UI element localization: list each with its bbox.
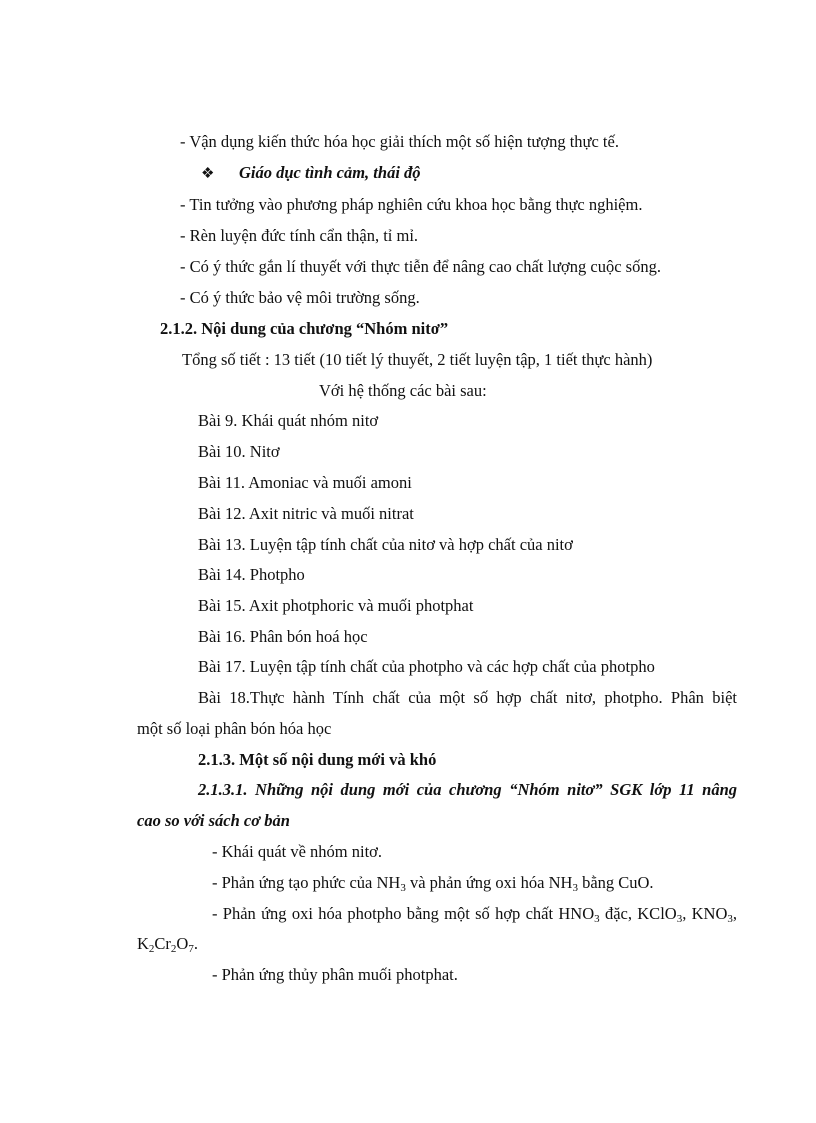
text-run: và phản ứng oxi hóa NH <box>405 873 573 892</box>
lesson-item: Bài 16. Phân bón hoá học <box>198 627 368 646</box>
text-run: . <box>193 934 198 953</box>
subscript: 3 <box>594 913 600 925</box>
lesson-item: Bài 10. Nitơ <box>198 442 280 461</box>
lessons-intro: Với hệ thống các bài sau: <box>319 381 487 400</box>
diamond-bullet-icon: ❖ <box>201 166 215 182</box>
text-run: đặc, KClO <box>599 904 677 923</box>
lesson-item: Bài 9. Khái quát nhóm nitơ <box>198 411 379 430</box>
lesson-item: Bài 17. Luyện tập tính chất của photpho và các hợp chất của photpho <box>198 657 655 676</box>
subscript: 2 <box>148 943 155 955</box>
sub-heading-2131: 2.1.3.1. Những nội dung mới của chương “Nhóm nitơ” SGK lớp 11 nâng <box>198 780 737 799</box>
text-run: , KNO <box>682 904 728 923</box>
text-run: O <box>176 934 189 953</box>
list-item: - Phản ứng thủy phân muối photphat. <box>212 965 458 984</box>
section-heading-212: 2.1.2. Nội dung của chương “Nhóm nitơ” <box>160 319 449 338</box>
subscript: 3 <box>676 913 683 925</box>
text-run: bằng CuO. <box>577 873 654 892</box>
lesson-item-continued: một số loại phân bón hóa học <box>137 719 332 738</box>
subscript: 3 <box>727 913 733 925</box>
lesson-item: Bài 13. Luyện tập tính chất của nitơ và hợp chất của nitơ <box>198 535 573 554</box>
text-run: - Phản ứng tạo phức của NH <box>212 873 401 892</box>
list-item <box>212 872 654 894</box>
lesson-item: Bài 14. Photpho <box>198 565 305 584</box>
list-item-continued <box>137 933 198 955</box>
text-run: , <box>732 904 738 923</box>
attitude-heading-row <box>201 162 421 185</box>
total-lessons: Tổng số tiết : 13 tiết (10 tiết lý thuyết, 2 tiết luyện tập, 1 tiết thực hành) <box>182 350 653 369</box>
list-item <box>212 903 737 925</box>
list-item: - Khái quát về nhóm nitơ. <box>212 842 383 861</box>
text-run: Cr <box>154 934 171 953</box>
subscript: 3 <box>400 882 406 894</box>
subscript: 2 <box>170 943 177 955</box>
subscript: 7 <box>188 943 194 955</box>
list-item: - Rèn luyện đức tính cẩn thận, tỉ mỉ. <box>180 226 419 245</box>
text-run: - Phản ứng oxi hóa photpho bằng một số hợp chất HNO <box>212 904 595 923</box>
section-heading-213: 2.1.3. Một số nội dung mới và khó <box>198 750 437 769</box>
attitude-heading: Giáo dục tình cảm, thái độ <box>239 163 421 182</box>
sub-heading-2131-continued: cao so với sách cơ bản <box>137 811 290 830</box>
list-item: - Có ý thức gắn lí thuyết với thực tiễn để nâng cao chất lượng cuộc sống. <box>180 257 661 276</box>
lesson-item: Bài 15. Axit photphoric và muối photphat <box>198 596 474 615</box>
subscript: 3 <box>572 882 578 894</box>
lesson-item: Bài 11. Amoniac và muối amoni <box>198 473 412 492</box>
lesson-item: Bài 18.Thực hành Tính chất của một số hợp chất nitơ, photpho. Phân biệt <box>198 688 737 707</box>
text-run: K <box>137 934 149 953</box>
list-item: - Tin tưởng vào phương pháp nghiên cứu khoa học bằng thực nghiệm. <box>180 195 643 214</box>
objective-line: - Vận dụng kiến thức hóa học giải thích một số hiện tượng thực tế. <box>180 132 619 151</box>
list-item: - Có ý thức bảo vệ môi trường sống. <box>180 288 420 307</box>
lesson-item: Bài 12. Axit nitric và muối nitrat <box>198 504 414 523</box>
